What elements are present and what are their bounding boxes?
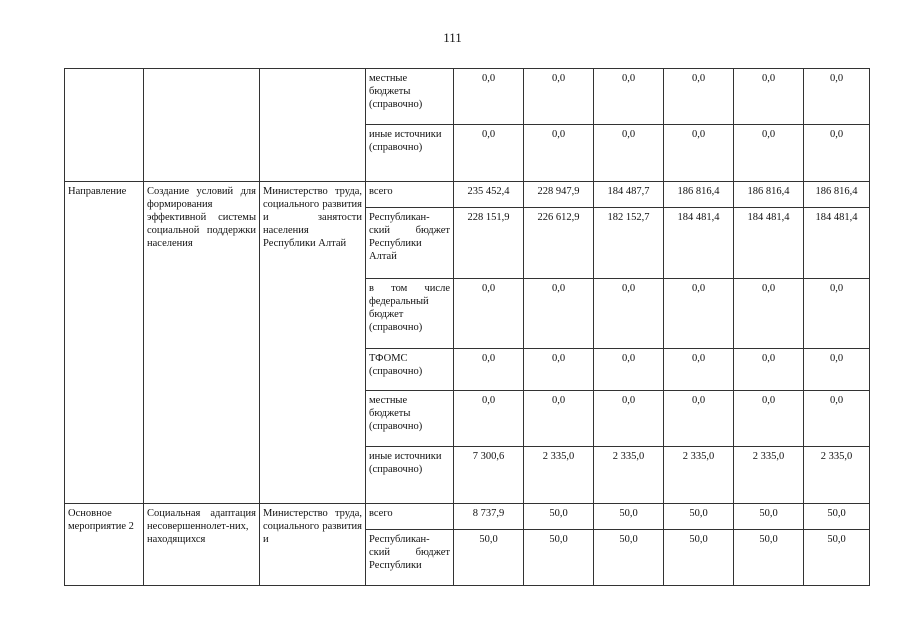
value-cell: 50,0 [664, 530, 734, 586]
value-cell: 0,0 [804, 279, 870, 349]
value-cell: 2 335,0 [734, 447, 804, 504]
value-cell: 0,0 [524, 391, 594, 447]
value-cell: 226 612,9 [524, 208, 594, 279]
source-cell: иные источники (справочно) [366, 125, 454, 182]
executor-cell: Министерство труда, социального развития и занятости населения Республики Алтай [260, 182, 366, 504]
value-cell: 0,0 [454, 125, 524, 182]
item-type-cell: Направление [65, 182, 144, 504]
empty-cell [65, 69, 144, 182]
source-cell: Республикан-ский бюджет Республики Алтай [366, 208, 454, 279]
value-cell: 50,0 [734, 504, 804, 530]
source-cell: всего [366, 504, 454, 530]
value-cell: 2 335,0 [524, 447, 594, 504]
value-cell: 50,0 [454, 530, 524, 586]
value-cell: 184 481,4 [664, 208, 734, 279]
value-cell: 0,0 [664, 69, 734, 125]
value-cell: 186 816,4 [664, 182, 734, 208]
value-cell: 186 816,4 [804, 182, 870, 208]
value-cell: 0,0 [594, 69, 664, 125]
value-cell: 7 300,6 [454, 447, 524, 504]
item-name-cell: Социальная адаптация несовершеннолет-них, находящихся [144, 504, 260, 586]
value-cell: 0,0 [594, 125, 664, 182]
value-cell: 0,0 [664, 279, 734, 349]
source-cell: местные бюджеты (справочно) [366, 391, 454, 447]
source-cell: Республикан-ский бюджет Республики [366, 530, 454, 586]
value-cell: 8 737,9 [454, 504, 524, 530]
value-cell: 2 335,0 [664, 447, 734, 504]
value-cell: 50,0 [594, 530, 664, 586]
item-type-cell: Основное мероприятие 2 [65, 504, 144, 586]
value-cell: 0,0 [664, 391, 734, 447]
value-cell: 0,0 [454, 69, 524, 125]
value-cell: 0,0 [734, 391, 804, 447]
value-cell: 50,0 [664, 504, 734, 530]
value-cell: 186 816,4 [734, 182, 804, 208]
table-row [65, 69, 870, 125]
source-cell: всего [366, 182, 454, 208]
source-cell: местные бюджеты (справочно) [366, 69, 454, 125]
value-cell: 0,0 [524, 125, 594, 182]
empty-cell [144, 69, 260, 182]
value-cell: 0,0 [804, 391, 870, 447]
table-row [65, 182, 870, 208]
value-cell: 0,0 [664, 125, 734, 182]
executor-cell: Министерство труда, социального развития и [260, 504, 366, 586]
value-cell: 50,0 [804, 504, 870, 530]
source-cell: иные источники (справочно) [366, 447, 454, 504]
value-cell: 0,0 [804, 69, 870, 125]
page-number: 111 [443, 30, 462, 45]
value-cell: 0,0 [454, 279, 524, 349]
value-cell: 0,0 [734, 69, 804, 125]
source-cell: в том числе федеральный бюджет (справочно) [366, 279, 454, 349]
value-cell: 0,0 [594, 279, 664, 349]
value-cell: 182 152,7 [594, 208, 664, 279]
value-cell: 50,0 [594, 504, 664, 530]
value-cell: 184 487,7 [594, 182, 664, 208]
value-cell: 184 481,4 [804, 208, 870, 279]
value-cell: 235 452,4 [454, 182, 524, 208]
source-cell: ТФОМС (справочно) [366, 349, 454, 391]
value-cell: 0,0 [804, 125, 870, 182]
value-cell: 50,0 [524, 530, 594, 586]
value-cell: 50,0 [734, 530, 804, 586]
value-cell: 0,0 [594, 349, 664, 391]
value-cell: 0,0 [734, 279, 804, 349]
value-cell: 228 947,9 [524, 182, 594, 208]
value-cell: 0,0 [734, 125, 804, 182]
value-cell: 228 151,9 [454, 208, 524, 279]
value-cell: 0,0 [524, 349, 594, 391]
funding-table [64, 68, 870, 586]
value-cell: 0,0 [524, 69, 594, 125]
value-cell: 0,0 [734, 349, 804, 391]
value-cell: 50,0 [524, 504, 594, 530]
value-cell: 2 335,0 [804, 447, 870, 504]
value-cell: 0,0 [664, 349, 734, 391]
empty-cell [260, 69, 366, 182]
value-cell: 2 335,0 [594, 447, 664, 504]
value-cell: 0,0 [454, 349, 524, 391]
value-cell: 50,0 [804, 530, 870, 586]
value-cell: 0,0 [454, 391, 524, 447]
item-name-cell: Создание условий для формирования эффективной системы социальной поддержки населения [144, 182, 260, 504]
table-row [65, 504, 870, 530]
value-cell: 0,0 [804, 349, 870, 391]
value-cell: 0,0 [594, 391, 664, 447]
value-cell: 184 481,4 [734, 208, 804, 279]
value-cell: 0,0 [524, 279, 594, 349]
